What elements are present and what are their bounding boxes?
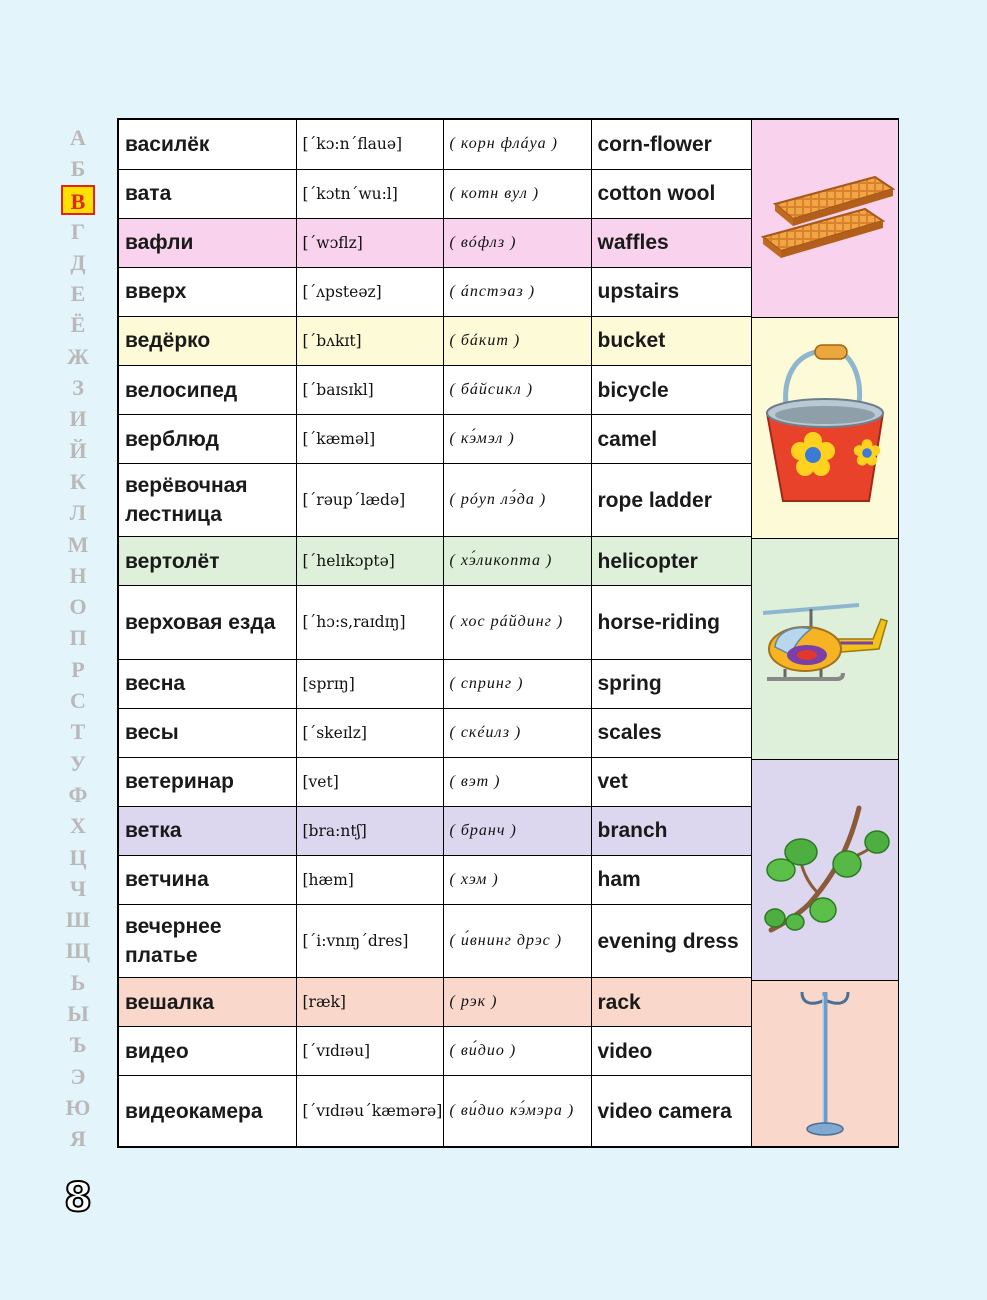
- russian-word: вертолёт: [119, 537, 296, 586]
- vocabulary-table-frame: [117, 118, 899, 1148]
- transcription: [ˊʌpsteəz]: [296, 267, 443, 316]
- phonetic-spelling: ( рóуп лэ́да ): [443, 464, 591, 537]
- russian-word: вафли: [119, 218, 296, 267]
- russian-word: ветеринар: [119, 757, 296, 806]
- table-row: [119, 855, 751, 904]
- phonetic-spelling: ( бáкит ): [443, 316, 591, 365]
- table-row: [119, 1076, 751, 1146]
- picture-cell-bucket: [752, 318, 898, 539]
- transcription: [ˊbʌkɪt]: [296, 316, 443, 365]
- table-row: [119, 365, 751, 414]
- phonetic-spelling: ( вэт ): [443, 757, 591, 806]
- transcription: [vet]: [296, 757, 443, 806]
- russian-word: вверх: [119, 267, 296, 316]
- alphabet-letter[interactable]: Ш: [65, 907, 91, 933]
- alphabet-letter[interactable]: Х: [70, 813, 86, 839]
- table-row: [119, 120, 751, 169]
- english-word: cotton wool: [591, 169, 751, 218]
- transcription: [ˊvɪdɪəu]: [296, 1027, 443, 1076]
- english-word: spring: [591, 659, 751, 708]
- alphabet-letter[interactable]: Щ: [65, 938, 91, 964]
- english-word: ham: [591, 855, 751, 904]
- rack-icon: [790, 986, 860, 1141]
- phonetic-spelling: ( рэк ): [443, 978, 591, 1027]
- english-word: evening dress: [591, 905, 751, 978]
- transcription: [ˊrəupˊlædə]: [296, 464, 443, 537]
- table-row: [119, 708, 751, 757]
- english-word: vet: [591, 757, 751, 806]
- phonetic-spelling: ( ви́дио кэ́мэра ): [443, 1076, 591, 1146]
- waffles-icon: [755, 159, 895, 279]
- alphabet-letter[interactable]: У: [69, 750, 87, 776]
- alphabet-letter[interactable]: З: [72, 375, 84, 401]
- table-row: [119, 905, 751, 978]
- transcription: [ˊvɪdɪəuˊkæmərə]: [296, 1076, 443, 1146]
- phonetic-spelling: ( вóфлз ): [443, 218, 591, 267]
- page-number: 8: [64, 1175, 92, 1221]
- english-word: video: [591, 1027, 751, 1076]
- russian-word: ветка: [119, 806, 296, 855]
- table-row: [119, 316, 751, 365]
- table-row: [119, 978, 751, 1027]
- transcription: [ˊbaɪsɪkl]: [296, 365, 443, 414]
- phonetic-spelling: ( бранч ): [443, 806, 591, 855]
- bucket-icon: [755, 343, 895, 513]
- phonetic-spelling: ( корн флáуа ): [443, 120, 591, 169]
- branch-icon: [755, 800, 895, 940]
- english-word: scales: [591, 708, 751, 757]
- transcription: [ˊkɔ:nˊflauə]: [296, 120, 443, 169]
- table-row: [119, 586, 751, 659]
- alphabet-letter[interactable]: Б: [70, 156, 86, 182]
- russian-word: вата: [119, 169, 296, 218]
- phonetic-spelling: ( бáйсикл ): [443, 365, 591, 414]
- table-row: [119, 415, 751, 464]
- phonetic-spelling: ( хос рáйдинг ): [443, 586, 591, 659]
- transcription: [ˊkæməl]: [296, 415, 443, 464]
- english-word: corn-flower: [591, 120, 751, 169]
- table-row: [119, 806, 751, 855]
- picture-cell-rack: [752, 981, 898, 1146]
- russian-word: вешалка: [119, 978, 296, 1027]
- english-word: bicycle: [591, 365, 751, 414]
- alphabet-letter[interactable]: Ё: [70, 312, 86, 338]
- picture-column: [751, 120, 898, 1146]
- english-word: branch: [591, 806, 751, 855]
- transcription: [ræk]: [296, 978, 443, 1027]
- alphabet-letter[interactable]: Е: [70, 281, 86, 307]
- table-row: [119, 464, 751, 537]
- transcription: [ˊi:vnɪŋˊdres]: [296, 905, 443, 978]
- alphabet-letter[interactable]: Ж: [67, 343, 89, 369]
- phonetic-spelling: ( скéилз ): [443, 708, 591, 757]
- alphabet-letter[interactable]: А: [70, 125, 86, 150]
- alphabet-letter[interactable]: Ф: [68, 781, 88, 807]
- alphabet-letter[interactable]: Л: [69, 500, 87, 526]
- alphabet-letter[interactable]: Ю: [65, 1094, 91, 1120]
- transcription: [hæm]: [296, 855, 443, 904]
- alphabet-letter[interactable]: Д: [70, 249, 86, 275]
- english-word: bucket: [591, 316, 751, 365]
- transcription: [ˊhɔ:s,raɪdɪŋ]: [296, 586, 443, 659]
- english-word: helicopter: [591, 537, 751, 586]
- alphabet-letter[interactable]: Ч: [69, 875, 87, 901]
- english-word: rope ladder: [591, 464, 751, 537]
- phonetic-spelling: ( котн вул ): [443, 169, 591, 218]
- helicopter-icon: [755, 599, 895, 699]
- vocabulary-table: [119, 120, 752, 1146]
- russian-word: видео: [119, 1027, 296, 1076]
- russian-word: видеокамера: [119, 1076, 296, 1146]
- alphabet-letter[interactable]: Г: [71, 218, 85, 244]
- transcription: [ˊskeɪlz]: [296, 708, 443, 757]
- russian-word: весы: [119, 708, 296, 757]
- alphabet-letter[interactable]: М: [67, 531, 89, 557]
- phonetic-spelling: ( кэ́мэл ): [443, 415, 591, 464]
- english-word: horse-riding: [591, 586, 751, 659]
- english-word: upstairs: [591, 267, 751, 316]
- russian-word: верховая езда: [119, 586, 296, 659]
- phonetic-spelling: ( ви́дио ): [443, 1027, 591, 1076]
- alphabet-letter[interactable]: Т: [70, 719, 86, 745]
- transcription: [sprɪŋ]: [296, 659, 443, 708]
- transcription: [ˊwɔflz]: [296, 218, 443, 267]
- alphabet-letter[interactable]: И: [69, 406, 87, 432]
- phonetic-spelling: ( и́внинг дрэс ): [443, 905, 591, 978]
- alphabet-letter[interactable]: Й: [69, 437, 87, 463]
- alphabet-letter[interactable]: Я: [70, 1126, 86, 1152]
- russian-word: велосипед: [119, 365, 296, 414]
- english-word: rack: [591, 978, 751, 1027]
- table-row: [119, 537, 751, 586]
- english-word: waffles: [591, 218, 751, 267]
- alphabet-index: [58, 122, 98, 1155]
- russian-word: верблюд: [119, 415, 296, 464]
- transcription: [bra:ntʃ]: [296, 806, 443, 855]
- transcription: [ˊhelɪkɔptə]: [296, 537, 443, 586]
- picture-cell-branch: [752, 760, 898, 981]
- table-row: [119, 757, 751, 806]
- alphabet-letter[interactable]: Н: [69, 562, 87, 588]
- russian-word: вечернее платье: [119, 905, 296, 978]
- alphabet-letter[interactable]: Ъ: [69, 1032, 87, 1058]
- russian-word: ведёрко: [119, 316, 296, 365]
- phonetic-spelling: ( спринг ): [443, 659, 591, 708]
- english-word: camel: [591, 415, 751, 464]
- table-row: [119, 659, 751, 708]
- alphabet-letter[interactable]: С: [70, 688, 86, 714]
- alphabet-letter[interactable]: Э: [70, 1063, 86, 1089]
- russian-word: василёк: [119, 120, 296, 169]
- alphabet-letter[interactable]: Р: [71, 656, 85, 682]
- alphabet-letter[interactable]: Ь: [70, 969, 86, 995]
- table-row: [119, 218, 751, 267]
- picture-cell-waffles: [752, 120, 898, 318]
- russian-word: ветчина: [119, 855, 296, 904]
- russian-word: верёвочная лестница: [119, 464, 296, 537]
- picture-cell-helicopter: [752, 539, 898, 760]
- alphabet-letter[interactable]: Ц: [69, 844, 87, 870]
- transcription: [ˊkɔtnˊwu:l]: [296, 169, 443, 218]
- alphabet-letter[interactable]: Ы: [67, 1001, 89, 1027]
- alphabet-letter[interactable]: П: [69, 625, 87, 651]
- table-row: [119, 169, 751, 218]
- english-word: video camera: [591, 1076, 751, 1146]
- phonetic-spelling: ( хэм ): [443, 855, 591, 904]
- alphabet-letter-active[interactable]: В: [61, 185, 95, 215]
- phonetic-spelling: ( хэ́ликопта ): [443, 537, 591, 586]
- table-row: [119, 267, 751, 316]
- phonetic-spelling: ( áпстэаз ): [443, 267, 591, 316]
- alphabet-letter[interactable]: К: [70, 468, 86, 494]
- russian-word: весна: [119, 659, 296, 708]
- table-row: [119, 1027, 751, 1076]
- alphabet-letter[interactable]: О: [69, 594, 87, 620]
